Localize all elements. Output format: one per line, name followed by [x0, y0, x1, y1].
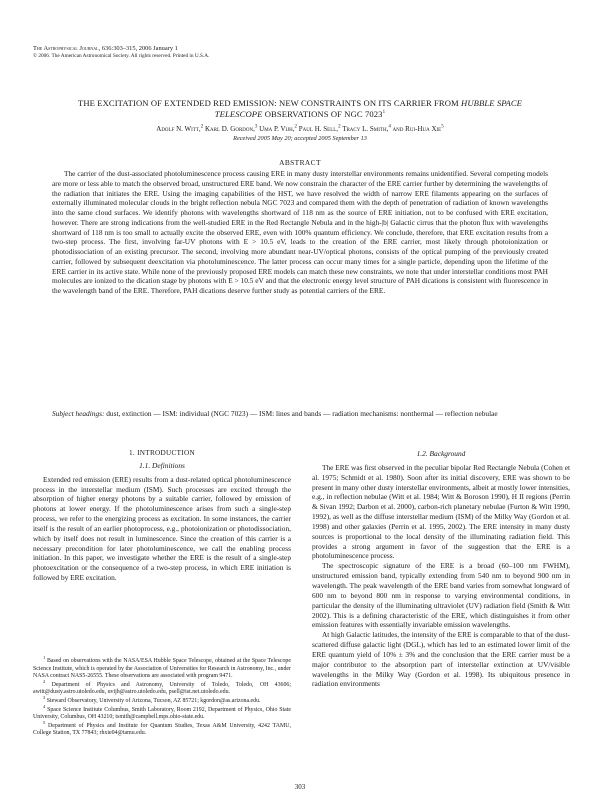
- title-footnote-mark: 1: [382, 110, 386, 116]
- abstract-text: The carrier of the dust-associated photoluminescence process causing ERE in many dusty interstellar environments remains unidentified. Several competing models are more or less able to match the observed broad, unstructured ERE band. We now constrain the character of the ERE carrier further by determining the wavelengths of the radiation that initiates the ERE. Using the imaging capabilities of the HST, we have resolved the width of narrow ERE filaments appearing on the surfaces of externally illuminated molecular clouds in the bright reflection nebula NGC 7023 and compared them with the depth of penetration of radiation of known wavelengths into the same cloud surfaces. We identify photons with wavelengths shortward of 118 nm as the source of ERE initiation, not to be confused with ERE excitation, however. There are strong indications from the well-studied ERE in the Red Rectangle Nebula and in the high-|b| Galactic cirrus that the photon flux with wavelengths shortward of 118 nm is too small to actually excite the observed ERE, even with 100% quantum efficiency. We conclude, therefore, that ERE excitation results from a two-step process. The first, involving far-UV photons with E > 10.5 eV, leads to the creation of the ERE carrier, most likely through photoionization or photodissociation of an existing precursor. The second, involving more abundant near-UV/optical photons, consists of the optical pumping of the previously created carrier, followed by subsequent deexcitation via photoluminescence. The latter process can occur many times for a single particle, depending upon the lifetime of the ERE carrier in its active state. While none of the previously proposed ERE models can match these new constraints, we note that under interstellar conditions most PAH molecules are ionized to the dication stage by photons with E > 10.5 eV and that the electronic energy level structure of PAH dications is consistent with fluorescence in the wavelength band of the ERE. Therefore, PAH dications deserve further study as potential carriers of the ERE.: [52, 169, 548, 295]
- footnote: $^1$ Based on observations with the NASA/ESA Hubble Space Telescope, obtained at the Space Telescope Science Institute, which is operated by the Association of Universities for Research in Astronomy, Inc., under NASA contract NAS5-26555. These observations are associated with program 9471.: [33, 655, 291, 680]
- author: Uma P. Vijh,$^2$: [259, 124, 298, 133]
- author: Adolf N. Witt,$^2$: [156, 124, 204, 133]
- footnote: $^3$ Steward Observatory, University of Arizona, Tucson, AZ 85721; kgordon@as.arizona.edu.: [43, 695, 261, 704]
- author-list: [40, 125, 560, 134]
- section-heading: 1. INTRODUCTION: [129, 449, 195, 457]
- page-number: 303: [294, 783, 306, 791]
- subsection-heading: 1.1. Definitions: [139, 460, 185, 470]
- right-column: [312, 449, 570, 689]
- subject-headings: [52, 409, 548, 419]
- title-text-1: THE EXCITATION OF EXTENDED RED EMISSION: NEW CONSTRAINTS ON ITS CARRIER FROM: [77, 98, 462, 108]
- subsection-heading: 1.2. Background: [416, 449, 466, 458]
- author: Karl D. Gordon,$^3$: [204, 124, 258, 133]
- paragraph: At high Galactic latitudes, the intensity of the ERE is comparable to that of the dust-scattered diffuse galactic light (DGL), which has led to an estimated lower limit of the ERE quantum yield of 10% ± 3% and the conclusion that the ERE carrier must be a major contributor to the absorption part of interstellar extinction at UV/visible wavelengths in the Milky Way (Gordon et al. 1998). Its ubiquitous presence in radiation environments: [312, 630, 570, 689]
- article-title: [60, 98, 540, 120]
- footnotes: [33, 655, 291, 739]
- journal-citation: , 636:303–315, 2006 January 1: [98, 45, 178, 52]
- subject-headings-text: dust, extinction — ISM: individual (NGC 7023) — ISM: lines and bands — radiation mechanisms: nonthermal — reflection nebulae: [104, 409, 498, 418]
- journal-name: The Astrophysical Journal: [33, 45, 99, 52]
- footnote: $^4$ Space Science Institute Columbus, Smith Laboratory, Room 2192, Department of Physics, Ohio State University, Columbus, OH 43210; tsmith@campbell.mps.ohio-state.edu.: [33, 703, 291, 721]
- paragraph: The spectroscopic signature of the ERE is a broad (60–100 nm FWHM), unstructured emission band, typically extending from 540 nm to beyond 900 nm in wavelength. The peak wavelength of the ERE band varies from somewhat longward of 600 nm to beyond 800 nm in response to varying environmental conditions, in particular the density of the illuminating ultraviolet (UV) radiation field (Smith & Witt 2002). This is a defining characteristic of the ERE, which distinguishes it from other emission features with essentially invariable emission wavelengths.: [312, 561, 570, 630]
- author: Tracy L. Smith,$^4$: [342, 124, 391, 133]
- title-text-2: OBSERVATIONS OF NGC 7023: [262, 109, 383, 119]
- paragraph: Extended red emission (ERE) results from a dust-related optical photoluminescence process in the interstellar medium (ISM). Such processes are excited through the absorption of higher energy photons by a suitable carrier, followed by emission of photons at lower energy. If the photoluminescence arises from such a single-step process, we refer to the energizing process as excitation. In some instances, the carrier itself is the result of an earlier photoprocess, e.g., photoionization or photodissociation, which by itself does not result in luminescence. Since the creation of this carrier is a necessary precondition for later photoluminescence, we call the enabling process initiation. In this paper, we investigate whether the ERE is the result of a single-step photoexcitation or the consequence of a two-step process, in which ERE initiation is followed by ERE excitation.: [33, 474, 291, 583]
- author: Paul H. Sell,$^2$: [298, 124, 341, 133]
- subject-headings-label: Subject headings:: [52, 409, 105, 418]
- journal-header: [33, 45, 333, 53]
- paragraph: The ERE was first observed in the peculiar bipolar Red Rectangle Nebula (Cohen et al. 1975; Schmidt et al. 1980). Soon after its initial discovery, ERE was shown to be present in many other dusty interstellar environments, albeit at mostly lower intensities, e.g., in reflection nebulae (Witt et al. 1984; Witt & Boroson 1990), H II regions (Perrin & Sivan 1992; Darbon et al. 2000), carbon-rich planetary nebulae (Furton & Witt 1990, 1992), as well as the diffuse interstellar medium (ISM) of the Milky Way (Gordon et al. 1998) and other galaxies (Perrin et al. 1995, 2002). The ERE intensity in many dusty sources is proportional to the local density of the illuminating radiation field. This provides a strong argument in favor of the suggestion that the ERE is a photoluminescence process.: [312, 462, 570, 561]
- copyright-line: © 2006. The American Astronomical Society. All rights reserved. Printed in U.S.A.: [33, 53, 210, 59]
- received-dates: Received 2005 May 20; accepted 2005 September 13: [233, 135, 367, 142]
- footnote: $^2$ Department of Physics and Astronomy, University of Toledo, Toledo, OH 43606; awitt@dusty.astro.utoledo.edu, uvijh@astro.utoledo.edu, psell@ist.net.utoledo.edu.: [33, 678, 291, 696]
- title-text-hst: HUBBLE SPACE TELESCOPE: [214, 98, 523, 119]
- abstract-heading: ABSTRACT: [279, 158, 321, 167]
- left-column: [33, 449, 291, 583]
- footnote: $^5$ Department of Physics and Institute for Quantum Studies, Texas A&M University, 4242 TAMU, College Station, TX 77843; rhxie04@tamu.edu.: [33, 719, 291, 737]
- author: and Rui-Hua Xie$^5$: [392, 124, 444, 133]
